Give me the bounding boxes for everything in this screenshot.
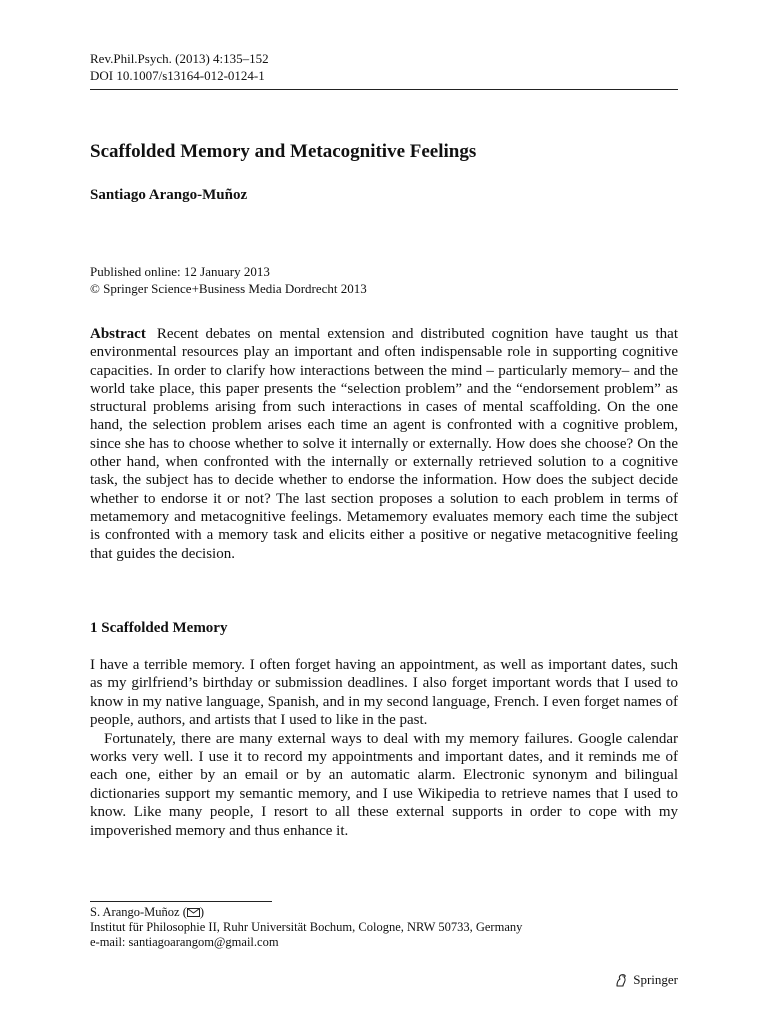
abstract [90,325,678,563]
footnote-author-line [90,905,522,920]
footnote-affiliation: Institut für Philosophie II, Ruhr Universität Bochum, Cologne, NRW 50733, Germany [90,920,523,934]
citation: Rev.Phil.Psych. (2013) 4:135–152 [90,51,269,66]
springer-horse-icon [613,972,629,988]
section-body [90,656,678,840]
author-name: Santiago Arango-Muñoz [90,187,248,203]
copyright: © Springer Science+Business Media Dordrecht 2013 [90,281,367,296]
publisher-mark [613,972,678,988]
published-date: Published online: 12 January 2013 [90,264,270,279]
abstract-text: Recent debates on mental extension and distributed cognition have taught us that environmental resources play an important and often indispensable role in supporting cognitive capacities. In order to clarify how interactions between the mind – particularly memory– and the world take place, this paper presents the “selection problem” and the “endorsement problem” as structural problems arising from such interactions in cases of mental scaffolding. On the one hand, the selection problem arises each time an agent is confronted with a cognitive problem, since she has to choose whether to solve it internally or externally. How does she choose? On the other hand, when confronted with the internally or externally retrieved solution to a cognitive task, the subject has to decide whether to endorse the information. How does the subject decide whether to endorse it or not? The last section proposes a solution to each problem in terms of metamemory and metacognitive feelings. Metamemory evaluates memory each time the subject is confronted with a memory task and elicits either a positive or negative metacognitive feeling that guides the decision. [90,326,679,562]
doi: DOI 10.1007/s13164-012-0124-1 [90,68,265,83]
paragraph: I have a terrible memory. I often forget having an appointment, as well as important dates, such as my girlfriend’s birthday or submission deadlines. I also forget important words that I used to know in my native language, Spanish, and in my second language, French. I even forget names of people, authors, and artists that I used to like in the past. [90,657,678,729]
journal-header [90,50,269,84]
paper-title: Scaffolded Memory and Metacognitive Feelings [90,141,477,162]
footnote-author: S. Arango-Muñoz ( [90,905,187,919]
abstract-label: Abstract [90,326,146,342]
footnote-rule [90,901,272,902]
footnote [90,905,522,950]
footnote-author-close: ) [199,905,205,919]
envelope-icon [187,908,200,917]
paragraph: Fortunately, there are many external ways to deal with my memory failures. Google calendar works very well. I use it to record my appointments and important dates, and it reminds me of each one, either by an email or by an automatic alarm. Electronic synonym and bilingual dictionaries support my semantic memory, and I use Wikipedia to retrieve names that I used to know. Like many people, I resort to all these external supports in order to cope with my impoverished memory and thus enhance it. [90,730,678,839]
publisher-name: Springer [633,972,678,987]
section-heading: 1 Scaffolded Memory [90,620,228,636]
header-rule [90,89,678,90]
footnote-email[interactable]: e-mail: santiagoarangom@gmail.com [90,935,279,949]
publication-info [90,263,367,297]
